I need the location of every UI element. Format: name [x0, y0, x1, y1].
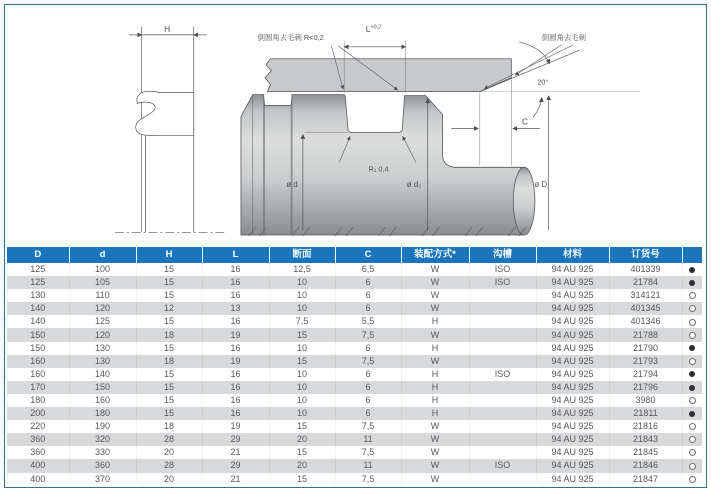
table-cell: 7,5 [335, 328, 401, 341]
table-cell: 15 [136, 407, 202, 420]
table-cell: 19 [202, 355, 269, 368]
table-cell: 125 [7, 276, 69, 289]
table-cell: 120 [69, 328, 136, 341]
availability-cell [682, 381, 702, 394]
table-cell: 16 [202, 289, 269, 302]
filled-circle-icon [689, 371, 695, 377]
table-cell: 6 [335, 289, 401, 302]
table-cell [469, 342, 536, 355]
table-cell: 3980 [609, 394, 682, 407]
table-cell: W [401, 459, 469, 472]
table-row [7, 394, 702, 407]
table-cell: 16 [202, 263, 269, 276]
availability-cell [682, 276, 702, 289]
table-cell: 360 [7, 446, 69, 459]
availability-cell [682, 407, 702, 420]
table-cell: 94 AU 925 [536, 315, 609, 328]
table-cell: 94 AU 925 [536, 302, 609, 315]
table-cell: 200 [7, 407, 69, 420]
table-cell: H [401, 381, 469, 394]
table-cell: 160 [69, 394, 136, 407]
table-cell: 21796 [609, 381, 682, 394]
table-row [7, 433, 702, 446]
dia-D-label: ø D [534, 180, 548, 190]
open-circle-icon [689, 436, 696, 443]
housing-block [265, 59, 511, 92]
column-header: L [202, 247, 269, 263]
table-cell: 320 [69, 433, 136, 446]
table-cell: 140 [69, 368, 136, 381]
table-cell: 7,5 [335, 420, 401, 433]
table-cell: 10 [269, 342, 335, 355]
table-cell: ISO [469, 276, 536, 289]
table-cell: 21788 [609, 328, 682, 341]
table-cell: 20 [136, 473, 202, 486]
table-cell: 94 AU 925 [536, 473, 609, 486]
table-cell: 401339 [609, 263, 682, 276]
filled-circle-icon [689, 267, 695, 273]
table-cell: 125 [69, 315, 136, 328]
availability-cell [682, 302, 702, 315]
table-cell: H [401, 407, 469, 420]
table-cell: W [401, 420, 469, 433]
open-circle-icon [689, 319, 696, 326]
table-cell: W [401, 355, 469, 368]
availability-cell [682, 473, 702, 486]
filled-circle-icon [689, 385, 695, 391]
table-cell: 15 [136, 342, 202, 355]
column-header [682, 247, 702, 263]
table-cell [469, 381, 536, 394]
table-cell: 160 [7, 355, 69, 368]
table-row [7, 328, 702, 341]
l-dimension-label: $L^{+0,2}$ [365, 23, 382, 34]
table-cell: 15 [136, 394, 202, 407]
table-row [7, 446, 702, 459]
column-header: 沟槽 [469, 247, 536, 263]
table-cell: 15 [136, 289, 202, 302]
table-cell [469, 315, 536, 328]
table-cell: 94 AU 925 [536, 355, 609, 368]
table-cell: 7,5 [269, 315, 335, 328]
table-cell: 94 AU 925 [536, 263, 609, 276]
open-circle-icon [689, 449, 696, 456]
table-cell: 7,5 [335, 473, 401, 486]
table-cell: 330 [69, 446, 136, 459]
c-dimension-label: C [522, 116, 529, 127]
table-cell: 360 [69, 459, 136, 472]
table-cell: 120 [69, 302, 136, 315]
table-cell: 16 [202, 315, 269, 328]
table-cell: 94 AU 925 [536, 407, 609, 420]
table-cell: 94 AU 925 [536, 328, 609, 341]
table-cell: 94 AU 925 [536, 342, 609, 355]
table-cell: 15 [269, 355, 335, 368]
table-cell: 10 [269, 368, 335, 381]
column-header: 订货号 [609, 247, 682, 263]
table-cell: W [401, 433, 469, 446]
seal-groove-drawing [5, 5, 704, 244]
table-cell [469, 289, 536, 302]
availability-cell [682, 355, 702, 368]
table-cell [469, 433, 536, 446]
table-cell: 7,5 [335, 355, 401, 368]
angle-label: 20° [537, 77, 549, 87]
table-cell: 10 [269, 394, 335, 407]
table-cell: 29 [202, 433, 269, 446]
table-cell: 20 [136, 446, 202, 459]
table-cell: 94 AU 925 [536, 433, 609, 446]
table-cell: 401346 [609, 315, 682, 328]
table-cell: 29 [202, 459, 269, 472]
table-cell: 220 [7, 420, 69, 433]
table-cell: 21784 [609, 276, 682, 289]
table-cell: 10 [269, 276, 335, 289]
table-cell: 150 [7, 328, 69, 341]
table-cell: 21790 [609, 342, 682, 355]
open-circle-icon [689, 332, 696, 339]
table-cell [469, 394, 536, 407]
deburr-left-label: 倒圆角去毛刺 R<0,2 [257, 32, 324, 42]
table-cell: 21794 [609, 368, 682, 381]
table-cell: 16 [202, 394, 269, 407]
table-cell: ISO [469, 459, 536, 472]
table-cell: 10 [269, 289, 335, 302]
table-cell: 6 [335, 368, 401, 381]
table-row [7, 459, 702, 472]
table-cell: 11 [335, 433, 401, 446]
table-cell: W [401, 473, 469, 486]
table-cell: H [401, 315, 469, 328]
table-cell: 130 [7, 289, 69, 302]
table-cell: 94 AU 925 [536, 276, 609, 289]
table-body [7, 263, 702, 486]
availability-cell [682, 289, 702, 302]
table-cell: 15 [136, 315, 202, 328]
table-cell: 21847 [609, 473, 682, 486]
table-row [7, 289, 702, 302]
table-cell: 20 [269, 433, 335, 446]
table-cell: 19 [202, 420, 269, 433]
availability-cell [682, 368, 702, 381]
open-circle-icon [689, 292, 696, 299]
availability-cell [682, 342, 702, 355]
table-cell [469, 407, 536, 420]
table-row [7, 473, 702, 486]
table-cell: 314121 [609, 289, 682, 302]
column-header: 装配方式* [401, 247, 469, 263]
table-cell: 100 [69, 263, 136, 276]
table-cell: 13 [202, 302, 269, 315]
table-cell: 6 [335, 342, 401, 355]
table-cell: 15 [269, 328, 335, 341]
table-cell [469, 355, 536, 368]
table-cell [469, 328, 536, 341]
table-cell: 10 [269, 381, 335, 394]
column-header: 材料 [536, 247, 609, 263]
table-cell: 6 [335, 381, 401, 394]
table-cell [469, 302, 536, 315]
table-cell: ISO [469, 263, 536, 276]
table-cell: 150 [7, 342, 69, 355]
table-cell: 5,5 [335, 315, 401, 328]
table-cell: 28 [136, 459, 202, 472]
table-row [7, 263, 702, 276]
table-cell: 10 [269, 407, 335, 420]
table-cell: 15 [136, 381, 202, 394]
table-cell: 16 [202, 342, 269, 355]
availability-cell [682, 420, 702, 433]
radius-label: R₁ 0,4 [368, 164, 389, 174]
table-cell: 370 [69, 473, 136, 486]
table-cell: 94 AU 925 [536, 459, 609, 472]
table-cell: 15 [136, 368, 202, 381]
table-cell: 18 [136, 420, 202, 433]
table-cell [469, 446, 536, 459]
table-cell: 21845 [609, 446, 682, 459]
table-cell: 150 [69, 381, 136, 394]
assembly-view [241, 41, 640, 236]
table-row [7, 381, 702, 394]
table-cell: 21 [202, 473, 269, 486]
table-row [7, 342, 702, 355]
table-cell [469, 420, 536, 433]
table-cell: 12 [136, 302, 202, 315]
table-cell: ISO [469, 368, 536, 381]
table-cell: W [401, 328, 469, 341]
table-cell: 18 [136, 355, 202, 368]
availability-cell [682, 433, 702, 446]
table-row [7, 368, 702, 381]
table-cell: 12,5 [269, 263, 335, 276]
table-cell: 15 [269, 446, 335, 459]
open-circle-icon [689, 397, 696, 404]
dimension-table [7, 247, 702, 486]
table-cell: W [401, 263, 469, 276]
table-cell: 21843 [609, 433, 682, 446]
table-cell: 21793 [609, 355, 682, 368]
table-cell: 18 [136, 328, 202, 341]
column-header: C [335, 247, 401, 263]
table-cell: 16 [202, 368, 269, 381]
filled-circle-icon [689, 345, 695, 351]
table-cell: 94 AU 925 [536, 368, 609, 381]
open-circle-icon [689, 463, 696, 470]
dia-d2-label: ø d₂ [406, 180, 422, 190]
table-cell: 6 [335, 276, 401, 289]
table-cell: 400 [7, 473, 69, 486]
table-cell: 21 [202, 446, 269, 459]
table-cell: 7,5 [335, 446, 401, 459]
table-cell: 400 [7, 459, 69, 472]
table-cell: 15 [269, 420, 335, 433]
table-row [7, 302, 702, 315]
technical-drawing-area [5, 5, 704, 244]
availability-cell [682, 263, 702, 276]
table-cell: 140 [7, 315, 69, 328]
table-cell: 16 [202, 276, 269, 289]
table-cell: 6,5 [335, 263, 401, 276]
datasheet-page [4, 4, 707, 488]
table-header-row [7, 247, 702, 263]
table-cell: 94 AU 925 [536, 289, 609, 302]
column-header: 断面 [269, 247, 335, 263]
table-cell: 110 [69, 289, 136, 302]
table-cell: W [401, 289, 469, 302]
dia-d-label: ø d [286, 180, 298, 190]
seal-cross-section-view [115, 27, 225, 233]
table-cell: 170 [7, 381, 69, 394]
table-row [7, 407, 702, 420]
table-cell: H [401, 368, 469, 381]
open-circle-icon [689, 358, 696, 365]
table-row [7, 276, 702, 289]
table-cell: 6 [335, 407, 401, 420]
table-cell: 6 [335, 302, 401, 315]
table-cell: 360 [7, 433, 69, 446]
availability-cell [682, 328, 702, 341]
table-cell: W [401, 446, 469, 459]
table-cell: 16 [202, 407, 269, 420]
column-header: d [69, 247, 136, 263]
availability-cell [682, 315, 702, 328]
table-cell: H [401, 342, 469, 355]
availability-cell [682, 446, 702, 459]
table-row [7, 315, 702, 328]
table-cell: 16 [202, 381, 269, 394]
open-circle-icon [689, 305, 696, 312]
table-cell: 94 AU 925 [536, 420, 609, 433]
table-cell: W [401, 302, 469, 315]
table-cell: 15 [136, 263, 202, 276]
table-row [7, 355, 702, 368]
h-dimension-label: H [164, 23, 171, 34]
availability-cell [682, 459, 702, 472]
table-cell: 21816 [609, 420, 682, 433]
column-header: H [136, 247, 202, 263]
deburr-right-label: 倒圆角去毛刺 [541, 32, 586, 42]
table-cell: 105 [69, 276, 136, 289]
table-cell: 10 [269, 302, 335, 315]
table-cell: 94 AU 925 [536, 394, 609, 407]
table-cell: 21846 [609, 459, 682, 472]
rod-end-ellipse [513, 167, 535, 235]
table-cell: 19 [202, 328, 269, 341]
open-circle-icon [689, 476, 696, 483]
table-cell: 94 AU 925 [536, 381, 609, 394]
table-cell: 94 AU 925 [536, 446, 609, 459]
table-cell: 15 [136, 276, 202, 289]
table-cell: 6 [335, 394, 401, 407]
open-circle-icon [689, 423, 696, 430]
table-cell: 20 [269, 459, 335, 472]
table-cell: 11 [335, 459, 401, 472]
table-cell: 160 [7, 368, 69, 381]
table-cell: 180 [69, 407, 136, 420]
table-cell: 130 [69, 342, 136, 355]
table-cell: 401345 [609, 302, 682, 315]
table-cell: 130 [69, 355, 136, 368]
table-cell: 28 [136, 433, 202, 446]
table-cell: W [401, 276, 469, 289]
filled-circle-icon [689, 280, 695, 286]
column-header: D [7, 247, 69, 263]
table-cell [469, 473, 536, 486]
table-cell: 15 [269, 473, 335, 486]
filled-circle-icon [689, 411, 695, 417]
table-cell: H [401, 394, 469, 407]
table-cell: 180 [7, 394, 69, 407]
table-cell: 140 [7, 302, 69, 315]
table-cell: 21811 [609, 407, 682, 420]
table-cell: 190 [69, 420, 136, 433]
availability-cell [682, 394, 702, 407]
table-row [7, 420, 702, 433]
table-cell: 125 [7, 263, 69, 276]
